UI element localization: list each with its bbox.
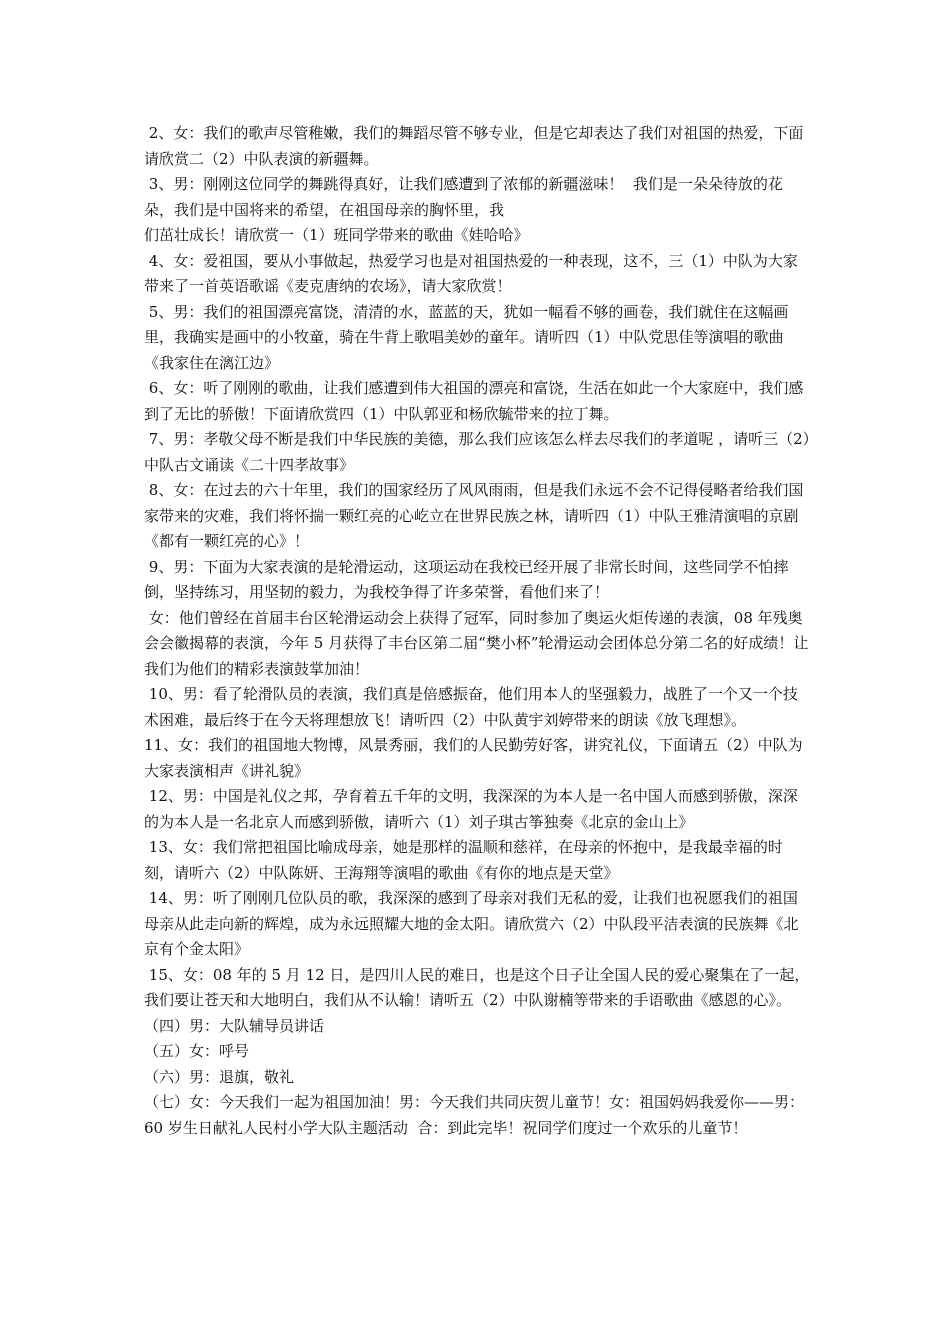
paragraph-section-7: （七）女：今天我们一起为祖国加油！男：今天我们共同庆贺儿童节！女：祖国妈妈我爱你——男：60 岁生日献礼人民村小学大队主题活动 合：到此完毕！祝同学们度过一个欢乐的儿童节！	[144, 1093, 805, 1137]
paragraph-section-4: （四）男：大队辅导员讲话	[144, 1016, 325, 1035]
paragraph-item-3-continued: 们茁壮成长！请欣赏一（1）班同学带来的歌曲《娃哈哈》	[144, 226, 529, 244]
document-body	[144, 121, 812, 1141]
paragraph-item-7: 7、男：孝敬父母不断是我们中华民族的美德，那么我们应该怎么样去尽我们的孝道呢 ，请听三（2）中队古文诵读《二十四孝故事》	[144, 430, 811, 474]
paragraph-section-5: （五）女：呼号	[144, 1042, 250, 1060]
paragraph-item-9-female: 女：他们曾经在首届丰台区轮滑运动会上获得了冠军，同时参加了奥运火炬传递的表演，08 年残奥会会徽揭幕的表演，今年 5 月获得了丰台区第二届“樊小杯”轮滑运动会团体总分第二名的好成绩！让我们为他们的精彩表演鼓掌加油！	[144, 608, 809, 678]
paragraph-item-11: 11、女：我们的祖国地大物博，风景秀丽，我们的人民勤劳好客，讲究礼仪，下面请五（2）中队为大家表演相声《讲礼貌》	[144, 736, 803, 780]
paragraph-item-5: 5、男：我们的祖国漂亮富饶，清清的水，蓝蓝的天，犹如一幅看不够的画卷，我们就住在这幅画里，我确实是画中的小牧童，骑在牛背上歌唱美妙的童年。请听四（1）中队党思佳等演唱的歌曲《我家住在漓江边》	[144, 302, 789, 372]
paragraph-item-13: 13、女：我们常把祖国比喻成母亲，她是那样的温顺和慈祥，在母亲的怀抱中，是我最幸福的时刻，请听六（2）中队陈妍、王海翔等演唱的歌曲《有你的地点是天堂》	[144, 838, 783, 882]
paragraph-item-14: 14、男：听了刚刚几位队员的歌，我深深的感到了母亲对我们无私的爱，让我们也祝愿我们的祖国母亲从此走向新的辉煌，成为永远照耀大地的金太阳。请欣赏六（2）中队段平洁表演的民族舞《北京有个金太阳》	[144, 889, 799, 958]
paragraph-item-3: 3、男：刚刚这位同学的舞跳得真好，让我们感遭到了浓郁的新疆滋味！ 我们是一朵朵待放的花朵，我们是中国将来的希望，在祖国母亲的胸怀里，我	[144, 175, 783, 219]
paragraph-item-6: 6、女：听了刚刚的歌曲，让我们感遭到伟大祖国的漂亮和富饶，生活在如此一个大家庭中，我们感到了无比的骄傲！下面请欣赏四（1）中队郭亚和杨欣毓带来的拉丁舞。	[144, 379, 804, 423]
paragraph-item-9: 9、男：下面为大家表演的是轮滑运动，这项运动在我校已经开展了非常长时间，这些同学不怕摔倒，坚持练习，用坚韧的毅力，为我校争得了许多荣誉，看他们来了！	[144, 557, 789, 601]
paragraph-item-8: 8、女：在过去的六十年里，我们的国家经历了风风雨雨，但是我们永远不会不记得侵略者给我们国家带来的灾难，我们将怀揣一颗红亮的心屹立在世界民族之林，请听四（1）中队王雅清演唱的京剧《都有一颗红亮的心》！	[144, 481, 804, 550]
paragraph-item-4: 4、女：爱祖国，要从小事做起，热爱学习也是对祖国热爱的一种表现，这不，三（1）中队为大家带来了一首英语歌谣《麦克唐纳的农场》，请大家欣赏！	[144, 251, 798, 295]
paragraph-section-6: （六）男：退旗，敬礼	[144, 1067, 295, 1086]
paragraph-item-15: 15、女：08 年的 5 月 12 日，是四川人民的难日，也是这个日子让全国人民的爱心聚集在了一起，我们要让苍天和大地明白，我们从不认输！请听五（2）中队谢楠等带来的手语歌曲《感恩的心》。	[144, 965, 810, 1009]
paragraph-item-10: 10、男：看了轮滑队员的表演，我们真是倍感振奋，他们用本人的坚强毅力，战胜了一个又一个技术困难，最后终于在今天将理想放飞！请听四（2）中队黄宇刘婷带来的朗读《放飞理想》。	[144, 685, 798, 729]
paragraph-item-12: 12、男：中国是礼仪之邦，孕育着五千年的文明，我深深的为本人是一名中国人而感到骄傲，深深的为本人是一名北京人而感到骄傲，请听六（1）刘子琪古筝独奏《北京的金山上》	[144, 787, 798, 831]
paragraph-item-2: 2、女：我们的歌声尽管稚嫩，我们的舞蹈尽管不够专业，但是它却表达了我们对祖国的热爱，下面请欣赏二（2）中队表演的新疆舞。	[144, 124, 804, 168]
